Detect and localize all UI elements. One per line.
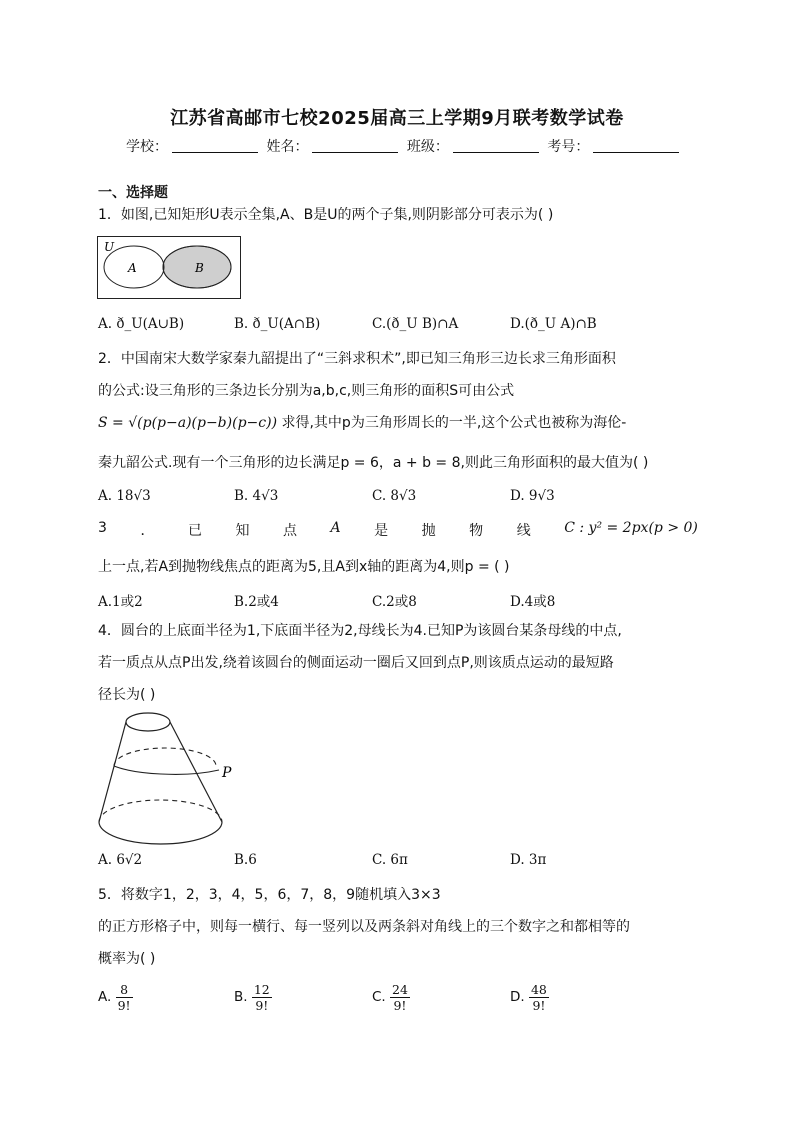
q2-option-b[interactable]: B. 4√3	[234, 488, 279, 504]
q5-option-d[interactable]	[510, 982, 549, 1013]
q5-option-label: A.	[98, 989, 112, 1005]
q3-line2: 上一点,若A到抛物线焦点的距离为5,且A到x轴的距离为4,则p = ( )	[98, 559, 510, 575]
name-blank[interactable]	[312, 152, 398, 153]
heron-formula: S = √(p(p−a)(p−b)(p−c))	[98, 415, 278, 431]
q4-line2: 若一质点从点P出发,绕着该圆台的侧面运动一圈后又回到点P,则该质点运动的最短路	[98, 655, 614, 671]
exam-title: 江苏省高邮市七校2025届高三上学期9月联考数学试卷	[170, 108, 624, 129]
q2-line2: 的公式:设三角形的三条边长分别为a,b,c,则三角形的面积S可由公式	[98, 383, 515, 399]
q3-token: 物	[469, 523, 484, 539]
fraction	[116, 982, 133, 1013]
q3-token: 知	[235, 523, 250, 539]
q1-venn-diagram	[97, 236, 242, 300]
q3-token: 是	[374, 523, 389, 539]
q5-line3: 概率为( )	[98, 951, 156, 967]
q2-option-a[interactable]: A. 18√3	[98, 488, 151, 504]
q3-line1	[98, 520, 698, 540]
fraction-denominator: 9!	[117, 998, 131, 1013]
q5-option-label: B.	[234, 989, 248, 1005]
q3-option-a[interactable]: A.1或2	[98, 594, 143, 610]
fraction	[529, 982, 549, 1013]
school-blank[interactable]	[172, 152, 258, 153]
q5-option-label: C.	[372, 989, 386, 1005]
q4-frustum-figure	[94, 708, 244, 850]
q1-option-c[interactable]: C.(ð_U B)∩A	[372, 316, 459, 332]
fraction-numerator: 8	[116, 982, 133, 998]
venn-label-u: U	[104, 240, 115, 254]
name-label: 姓名：	[266, 139, 309, 155]
fraction-denominator: 9!	[255, 998, 269, 1013]
q2-line4: 秦九韶公式.现有一个三角形的边长满足p = 6，a + b = 8,则此三角形面积的最大值为( )	[98, 455, 649, 471]
q3-token: 抛	[421, 523, 436, 539]
parabola-equation: C : y² = 2px(p > 0)	[564, 520, 698, 536]
q3-token: 点	[282, 523, 297, 539]
q5-option-c[interactable]	[372, 982, 410, 1013]
point-p-label: P	[222, 765, 232, 781]
q1-option-a[interactable]: A. ð_U(A∪B)	[98, 316, 185, 332]
q3-token: 3	[98, 520, 107, 536]
q2-line3-wrap	[98, 412, 698, 434]
q3-option-b[interactable]: B.2或4	[234, 594, 279, 610]
q4-line3: 径长为( )	[98, 687, 156, 703]
fraction	[390, 982, 410, 1013]
class-label: 班级：	[406, 139, 449, 155]
q3-token: 已	[187, 523, 202, 539]
q5-option-label: D.	[510, 989, 525, 1005]
q1-option-b[interactable]: B. ð_U(A∩B)	[234, 316, 321, 332]
q4-line1: 4．圆台的上底面半径为1,下底面半径为2,母线长为4.已知P为该圆台某条母线的中点,	[98, 623, 622, 639]
fraction-denominator: 9!	[393, 998, 407, 1013]
q4-option-c[interactable]: C. 6π	[372, 852, 408, 868]
q3-token: A	[330, 520, 341, 536]
q5-line2: 的正方形格子中，则每一横行、每一竖列以及两条斜对角线上的三个数字之和都相等的	[98, 919, 630, 935]
fraction-numerator: 48	[530, 982, 547, 997]
q3-token: 线	[516, 523, 531, 539]
q5-line1: 5．将数字1，2，3，4，5，6，7，8，9随机填入3×3	[98, 887, 441, 903]
q3-option-d[interactable]: D.4或8	[510, 594, 556, 610]
fraction-denominator: 9!	[532, 998, 546, 1013]
exam-number-label: 考号：	[547, 139, 590, 155]
q1-text: 1．如图,已知矩形U表示全集,A、B是U的两个子集,则阴影部分可表示为( )	[98, 207, 554, 223]
q3-option-c[interactable]: C.2或8	[372, 594, 417, 610]
q5-option-b[interactable]	[234, 982, 272, 1013]
q4-option-a[interactable]: A. 6√2	[98, 852, 143, 868]
venn-label-b: B	[195, 261, 204, 275]
q5-option-a[interactable]	[98, 982, 133, 1013]
q2-option-d[interactable]: D. 9√3	[510, 488, 555, 504]
q3-token: ．	[140, 523, 155, 539]
q4-option-b[interactable]: B.6	[234, 852, 257, 868]
venn-label-a: A	[128, 261, 137, 275]
school-label: 学校：	[126, 139, 168, 155]
q1-option-d[interactable]: D.(ð_U A)∩B	[510, 316, 597, 332]
class-blank[interactable]	[453, 152, 539, 153]
fraction-numerator: 24	[392, 982, 408, 997]
q2-line3: 求得,其中p为三角形周长的一半,这个公式也被称为海伦-	[281, 415, 627, 431]
q4-option-d[interactable]: D. 3π	[510, 852, 547, 868]
q2-option-c[interactable]: C. 8√3	[372, 488, 417, 504]
exam-number-blank[interactable]	[593, 152, 679, 153]
student-info-line	[126, 136, 683, 156]
q2-line1: 2．中国南宋大数学家秦九韶提出了“三斜求积术”,即已知三角形三边长求三角形面积	[98, 351, 616, 367]
section-heading: 一、选择题	[98, 185, 168, 201]
fraction	[252, 982, 272, 1013]
fraction-numerator: 12	[253, 982, 270, 997]
